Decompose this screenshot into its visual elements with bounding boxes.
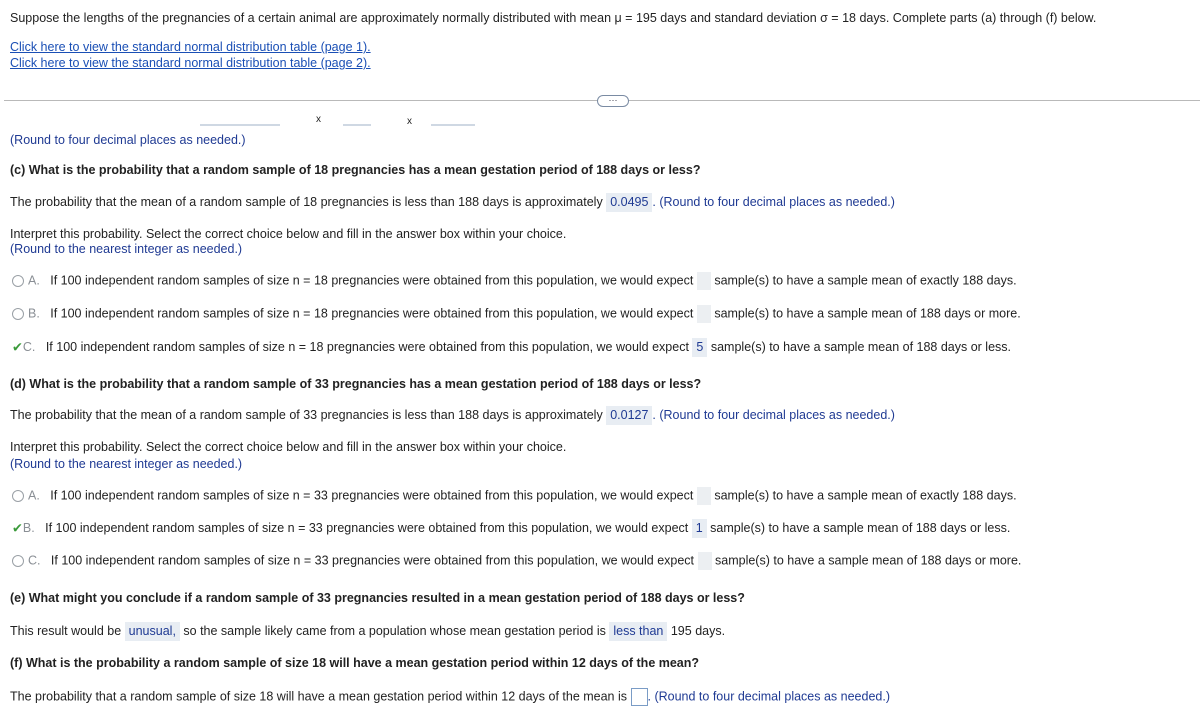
part-f-question-text: (f) What is the probability a random sample of size 18 will have a mean gestation period within 12 days of the mean?	[10, 656, 700, 670]
part-d-choice-c[interactable]	[12, 552, 1021, 570]
part-d-interpret: Interpret this probability. Select the correct choice below and fill in the answer box within your choice.	[10, 440, 567, 454]
part-e-answer-line	[10, 622, 725, 641]
normal-table-link-page-1[interactable]: Click here to view the standard normal distribution table (page 1).	[10, 40, 371, 54]
choice-text: If 100 independent random samples of size n = 33 pregnancies were obtained from this population, we would expect	[50, 553, 695, 568]
expand-more-button[interactable]: ···	[597, 95, 629, 107]
part-c-question-text: (c) What is the probability that a random sample of 18 pregnancies has a mean gestation period of 188 days or less?	[10, 163, 701, 177]
part-d-round-note: . (Round to four decimal places as needed.)	[652, 408, 895, 422]
part-c-round-note: . (Round to four decimal places as needed.)	[652, 195, 895, 209]
radio-button[interactable]	[12, 555, 24, 567]
answer-input[interactable]	[697, 272, 711, 290]
part-d-answer-line	[10, 406, 895, 425]
part-e-question-text: (e) What might you conclude if a random sample of 33 pregnancies resulted in a mean gestation period of 188 days or less?	[10, 591, 745, 605]
choice-suffix: sample(s) to have a sample mean of exactly 188 days.	[714, 488, 1017, 503]
choice-text: If 100 independent random samples of size n = 33 pregnancies were obtained from this population, we would expect	[50, 488, 694, 503]
radio-button[interactable]	[12, 308, 24, 320]
radio-button[interactable]	[12, 275, 24, 287]
partial-fraction-line	[431, 124, 475, 126]
choice-suffix: sample(s) to have a sample mean of 188 days or less.	[710, 340, 1012, 354]
choice-text: If 100 independent random samples of size n = 33 pregnancies were obtained from this population, we would expect	[45, 521, 689, 535]
part-c-interpret: Interpret this probability. Select the correct choice below and fill in the answer box within your choice.	[10, 227, 567, 241]
part-d-answer-box[interactable]: 0.0127	[606, 406, 652, 425]
part-e-dropdown-2[interactable]: less than	[609, 622, 667, 641]
part-c-question	[10, 163, 700, 177]
part-f-answer-input[interactable]	[631, 688, 648, 706]
radio-button[interactable]	[12, 490, 24, 502]
part-c-answer-box[interactable]: 0.0495	[606, 193, 652, 212]
choice-text: If 100 independent random samples of size n = 18 pregnancies were obtained from this population, we would expect	[50, 273, 694, 288]
choice-letter: C.	[28, 553, 41, 568]
answer-box[interactable]: 5	[692, 338, 707, 357]
part-e-middle: so the sample likely came from a population whose mean gestation period is	[183, 624, 606, 638]
part-e-dropdown-1[interactable]: unusual,	[125, 622, 180, 641]
answer-box[interactable]: 1	[692, 519, 707, 538]
part-e-question	[10, 591, 745, 605]
choice-letter: B.	[28, 306, 40, 321]
choice-suffix: sample(s) to have a sample mean of 188 days or more.	[714, 306, 1021, 321]
part-d-question-text: (d) What is the probability that a random sample of 33 pregnancies has a mean gestation period of 188 days or less?	[10, 377, 702, 391]
correct-check-icon: ✔	[12, 339, 23, 355]
part-e-prefix: This result would be	[10, 624, 122, 638]
round-note: (Round to four decimal places as needed.)	[10, 133, 246, 147]
part-c-answer-line	[10, 193, 895, 212]
choice-text: If 100 independent random samples of size n = 18 pregnancies were obtained from this population, we would expect	[50, 306, 694, 321]
answer-input[interactable]	[697, 487, 711, 505]
part-f-question	[10, 656, 699, 670]
partial-symbol-x: x	[407, 116, 412, 127]
choice-letter: A.	[28, 273, 40, 288]
part-f-answer-line	[10, 688, 890, 706]
part-d-choice-b[interactable]	[12, 519, 1010, 538]
part-e-suffix: 195 days.	[670, 624, 726, 638]
partial-fraction-line	[200, 124, 280, 126]
choice-suffix: sample(s) to have a sample mean of exactly 188 days.	[714, 273, 1017, 288]
partial-symbol-x: x	[316, 114, 321, 125]
choice-suffix: sample(s) to have a sample mean of 188 days or less.	[710, 521, 1011, 535]
choice-letter: C.	[22, 340, 36, 354]
choice-text: If 100 independent random samples of size n = 18 pregnancies were obtained from this population, we would expect	[45, 340, 689, 354]
answer-input[interactable]	[697, 305, 711, 323]
choice-letter: B.	[22, 521, 35, 535]
normal-table-link-page-2[interactable]: Click here to view the standard normal distribution table (page 2).	[10, 56, 371, 70]
answer-input[interactable]	[698, 552, 712, 570]
part-f-round-note: . (Round to four decimal places as needed.)	[647, 689, 890, 704]
partial-fraction-line	[343, 124, 371, 126]
part-c-answer-prefix: The probability that the mean of a random sample of 18 pregnancies is less than 188 days is approximately	[10, 195, 603, 209]
part-c-choice-b[interactable]	[12, 305, 1021, 323]
correct-check-icon: ✔	[12, 520, 23, 536]
part-d-answer-prefix: The probability that the mean of a random sample of 33 pregnancies is less than 188 days is approximately	[10, 408, 603, 422]
part-d-choice-a[interactable]	[12, 487, 1017, 505]
part-d-round-integer: (Round to the nearest integer as needed.)	[10, 457, 243, 471]
part-d-question	[10, 377, 701, 391]
part-c-choice-a[interactable]	[12, 272, 1017, 290]
problem-intro: Suppose the lengths of the pregnancies of a certain animal are approximately normally distributed with mean μ = 195 days and standard deviation σ = 18 days. Complete parts (a) through (f) below.	[10, 11, 1097, 25]
part-f-answer-prefix: The probability that a random sample of size 18 will have a mean gestation period within 12 days of the mean is	[10, 689, 628, 704]
part-c-round-integer: (Round to the nearest integer as needed.)	[10, 242, 243, 256]
choice-letter: A.	[28, 488, 40, 503]
choice-suffix: sample(s) to have a sample mean of 188 days or more.	[715, 553, 1022, 568]
part-c-choice-c[interactable]	[12, 338, 1011, 357]
